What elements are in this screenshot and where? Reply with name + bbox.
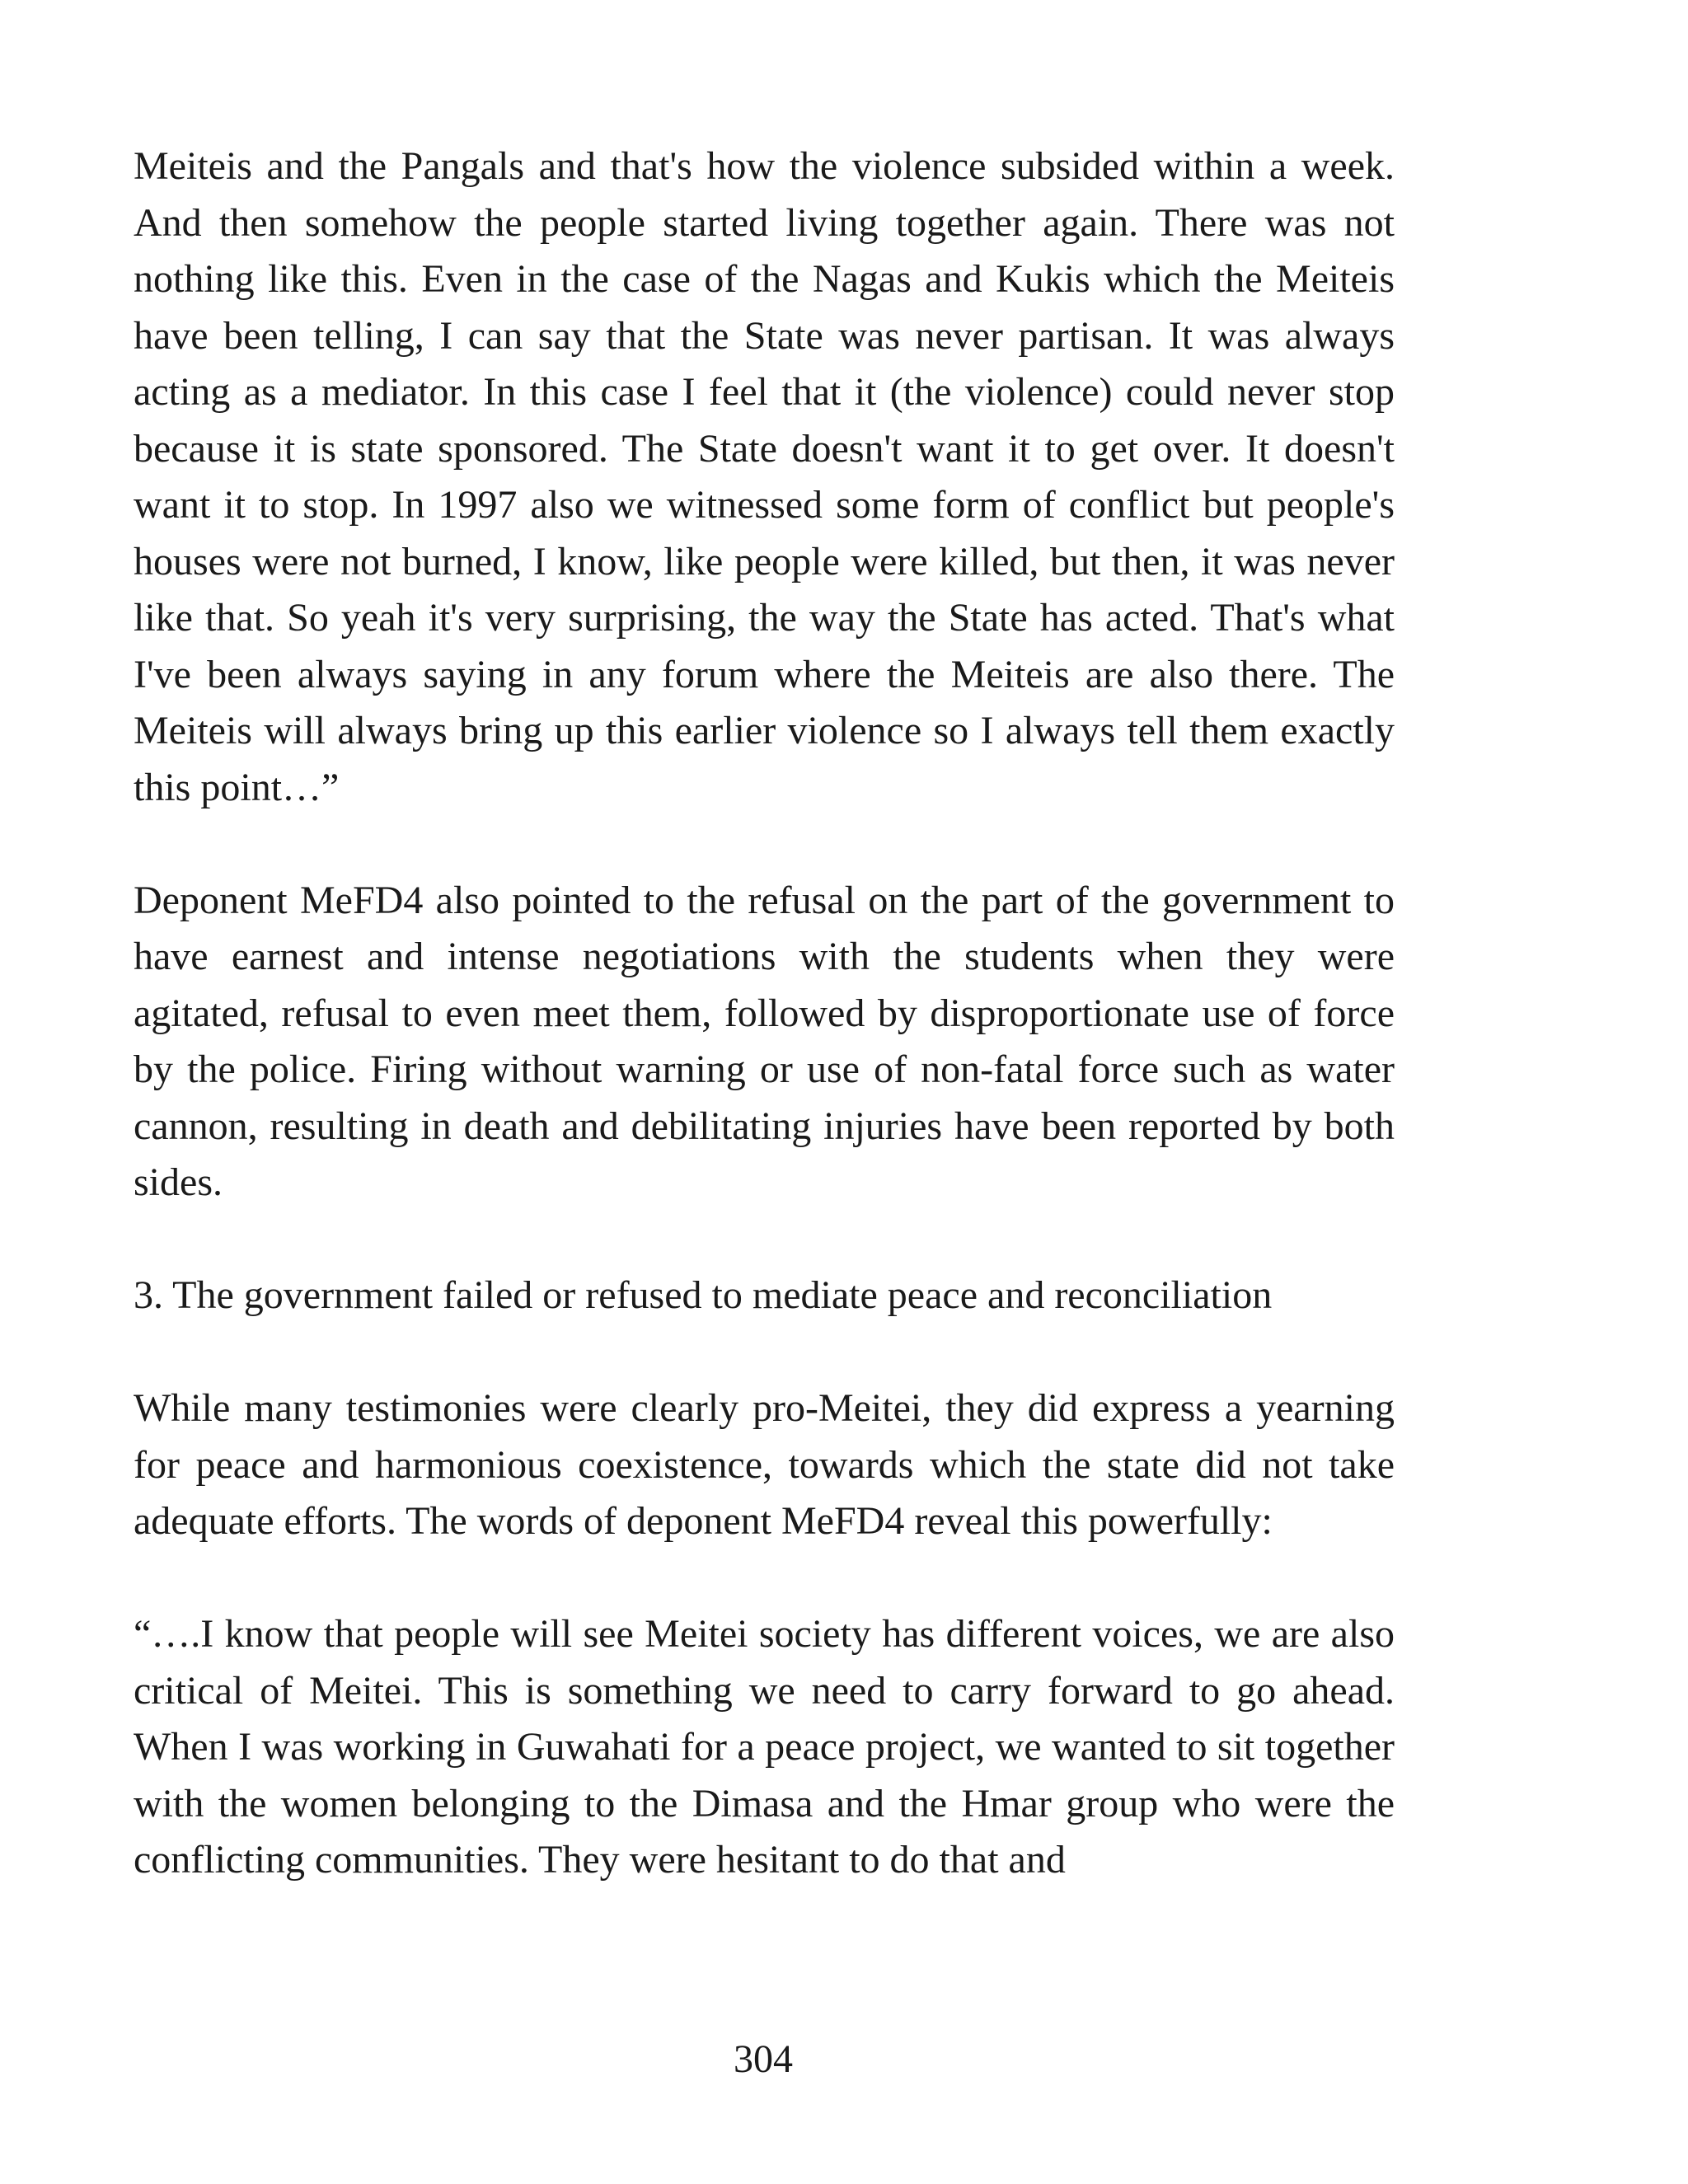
- paragraph-quote: “….I know that people will see Meitei society has different voices, we are also critical of Meitei. This is something we need to carry forward to go ahead. When I was working in Guwahati for a peace project, we wanted to sit together with the women belonging to the Dimasa and the Hmar group who were the conflicting communities. They were hesitant to do that and: [134, 1612, 1395, 1882]
- paragraph-testimonies: While many testimonies were clearly pro-Meitei, they did express a yearning for peace and harmonious coexistence, towards which the state did not take adequate efforts. The words of deponent MeFD4 reveal this powerfully:: [134, 1386, 1395, 1543]
- page-body: [134, 138, 1395, 1889]
- paragraph-deponent-mefd4: Deponent MeFD4 also pointed to the refusal on the part of the government to have earnest and intense negotiations with the students when they were agitated, refusal to even meet them, followed by disproportionate use of force by the police. Firing without warning or use of non-fatal force such as water cannon, resulting in death and debilitating injuries have been reported by both sides.: [134, 878, 1395, 1204]
- page-number: 304: [734, 2037, 793, 2081]
- paragraph-testimony-continued: Meiteis and the Pangals and that's how the violence subsided within a week. And then somehow the people started living together again. There was not nothing like this. Even in the case of the Nagas and Kukis which the Meiteis have been telling, I can say that the State was never partisan. It was always acting as a mediator. In this case I feel that it (the violence) could never stop because it is state sponsored. The State doesn't want it to get over. It doesn't want it to stop. In 1997 also we witnessed some form of conflict but people's houses were not burned, I know, like people were killed, but then, it was never like that. So yeah it's very surprising, the way the State has acted. That's what I've been always saying in any forum where the Meiteis are also there. The Meiteis will always bring up this earlier violence so I always tell them exactly this point…”: [134, 144, 1395, 809]
- section-heading: 3. The government failed or refused to mediate peace and reconciliation: [134, 1273, 1273, 1317]
